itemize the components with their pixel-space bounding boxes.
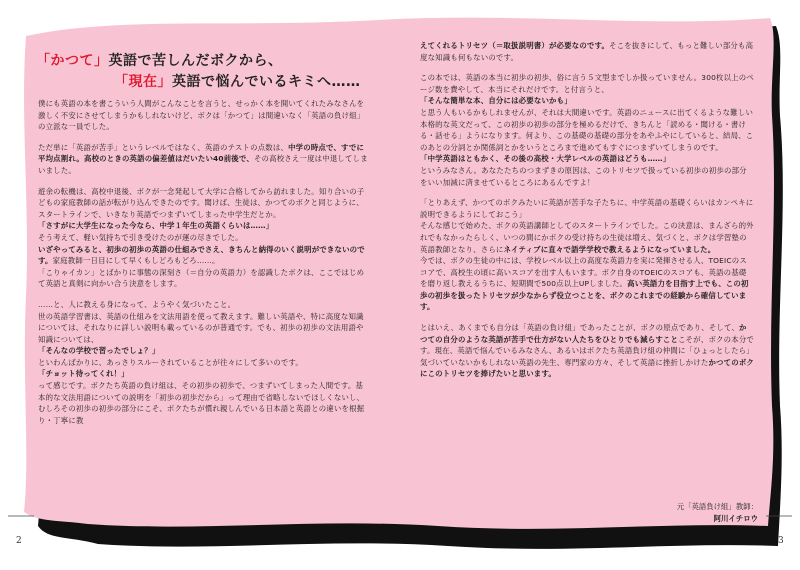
right-paragraph-2: この本では、英語の本当に初歩の初歩、俗に言う５文型までしか扱っていません。300枚以上のページ数を費やして、本当にそれだけです。と付言うと、 「そんな簡単な本、自分には必要ないかも」 と思う人もいるかもしれませんが、それは大間違いです。英語のニュースに出てくるような難しい本格的な英文だって、この初歩の初歩の部分を極めるだけで、きちんと「読める・聞ける・書ける・話せる」ようになります。何より、この基礎の基礎の部分をあやふやにしていると、結局、このあとの分詞とか関係詞とかをいうところまで進めてもすぐにつまずいてしまうのです。 「中学英語はともかく、その後の高校・大学レベルの英語はどうも……」 というみなさん。あなたたちのつまずきの原因は、このトリセツで扱っている初歩の初歩の部分をいい加減に済ませているところにあるんですよ！	[420, 73, 754, 187]
signature-name: 阿川イチロウ	[713, 514, 758, 523]
page-number-left: 2	[16, 536, 22, 546]
heading-text-2: 英語で悩んでいるキミへ……	[172, 74, 361, 90]
heading-keyword-past: 「かつて」	[36, 53, 109, 69]
signature-role: 元「英語負け組」教師：	[676, 502, 758, 511]
left-paragraph-2: ただ単に「英語が苦手」というレベルではなく、英語のテストの点数は、中学の時点で、すでに平均点割れ。高校のときの英語の偏差値はだいたい40前後で、その高校さえ一度は中退してしまいました。	[38, 142, 368, 175]
left-paragraph-1: 僕にも英語の本を書こういう人間がこんなことを言うと、せっかく本を開いてくれたみなさんを激しく不安にさせてしまうかもしれないけど、ボクは「かつて」は間違いなく「英語の負け組」の立派な一員でした。	[38, 99, 365, 132]
heading-line-1	[36, 50, 283, 70]
left-column	[38, 98, 370, 435]
heading-text-1: 英語で苦しんだボクから、	[108, 53, 283, 69]
right-paragraph-1: えてくれるトリセツ（＝取扱説明書）が必要なのです。そこを抜きにして、もっと難しい部分も高度な知識も何もないのです。	[420, 41, 754, 62]
author-signature	[677, 501, 758, 525]
page-number-right: 3	[778, 536, 784, 546]
right-paragraph-4: とはいえ、あくまでも自分は「英語の負け組」であったことが、ボクの原点であり、そして、かつての自分のような英語が苦手で仕方がない人たちをひとりでも減らすことこそが、ボクの本分です。現在、英語で悩んでいるみなさん、あるいはボクたち英語負け組の仲間に「ひょっとしたら」気づいていないかもしれない英語の先生、専門家の方々、そして英語に挫折しかけたかつてのボクにこのトリセツを捧げたいと思います。	[420, 323, 755, 379]
right-paragraph-3: 「とりあえず、かつてのボクみたいに英語が苦手な子たちに、中学英語の基礎くらいはカンペキに説明できるようにしておこう」 そんな感じで始めた、ボクの英語講師としてのスタートラインでした。この決意は、まんざら的外れでもなかったらしく、いつの間にかボクの受け持ちの生徒は増え、気づくと、ボクは学習塾の英語教師となり、さらにネイティブに直々で語学学校で教えるようになっていました。 今では、ボクの生徒の中には、学校レベル以上の高度な英語力を実に発揮させる人、TOEICのスコアで、高校生の頃に高いスコアを出す人もいます。ボク自身のTOEICのスコアも、英語の基礎を磨り返し教えるうちに、短期間で500点以上UPしました。高い英語力を目指す上でも、この初歩の初歩を扱ったトリセツが少なからず役立つことを、ボクのこれまでの経験から確信しています。	[420, 198, 754, 312]
heading-line-2	[114, 71, 361, 91]
right-column	[420, 40, 754, 389]
left-paragraph-4: ……と、人に教える身になって、ようやく気づいたこと。 世の英語学習書は、英語の仕組みを文法用語を使って教えます。難しい英語や、特に高度な知識については、それなりに詳しい説明も載っているのが普通です。でも、初歩の初歩の文法用語や知識については、 「そんなの学校で習ったでしょ？」 といわんばかりに、あっさりスルーされていることが往々にして多いのです。 「チョット待ってくれ！」 って感じです。ボクたち英語の負け組は、その初歩の初歩で、つまずいてしまった人間です。基本的な文法用語についての説明を「初歩の初歩だから」って理由で省略しないでほしくないし、むしろその初歩の初歩の部分にこそ、ボクたちが慣れ親しんでいる日本語と英語との違いを根掘り・丁寧に教	[38, 299, 365, 425]
left-paragraph-3: 遊余の転機は、高校中退後、ボクが一念発起して大学に合格してから訪れました。知り合いの子どもの家庭教師の話が転がり込んできたのです。聞けば、生徒は、かつてのボクと同じように、スタートラインで、いきなり英語でつまずいてしまった中学生だとか。 「さすがに大学生になった今なら、中学１年生の英語くらいは……」 そう考えて、軽い気持ちで引き受けたのが運の尽きでした。 いざやってみると、初歩の初歩の英語の仕組みでさえ、きちんと納得のいく説明ができないのです。家庭教師一日目にして早くもしどろもどろ……。 「こりゃイカン」とばかりに事態の深刻さ（＝自分の英語力）を認識したボクは、ここではじめて英語と真剣に向かい合う決意をします。	[38, 186, 365, 289]
heading-keyword-present: 「現在」	[114, 74, 172, 90]
